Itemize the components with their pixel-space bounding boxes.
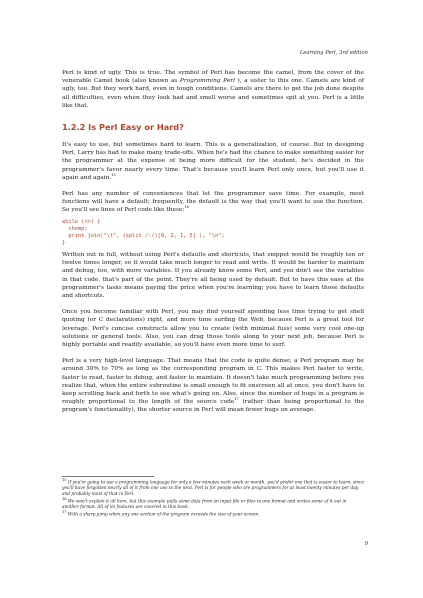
footnote-ref[interactable]: 17 [234, 397, 239, 402]
paragraph-text: Perl is kind of ugly. This is true. The symbol of Perl has become the camel, from the cover of the venerable Camel book (also known as [62, 70, 364, 85]
footnote-number: 16 [62, 497, 67, 502]
footnote-ref[interactable]: 15 [111, 172, 116, 177]
footnote-text: With a sharp jump when any one section of the program exceeds the size of your screen. [66, 512, 260, 518]
paragraph-text: (rather than being proportional to the program's functionality), the shorter source in Perl will mean fewer bugs on average. [62, 399, 364, 414]
footnote-number: 15 [62, 478, 67, 482]
footnote-ref[interactable]: 16 [184, 205, 189, 210]
paragraph-familiar [62, 308, 364, 349]
paragraph-easy-to-use [62, 141, 364, 182]
footnote-divider [62, 476, 154, 477]
paragraph-text: It's easy to use, but sometimes hard to learn. This is a generalization, of course. But in designing Perl, Larry has had to make many trade-offs. When he's had the chance to make something easier for the programmer at the expense of being more difficult for the student, he's decided in the programmer's favor nearly every time. That's because you'll learn Perl only once, but you'll use it again and again. [62, 142, 364, 181]
paragraph-perl-is-ugly [62, 69, 364, 110]
code-snippet: while (<>) { chomp; print join("\t", (split /:/)[0, 2, 1, 5] ), "\n"; } [62, 218, 225, 246]
page-number: 9 [364, 541, 368, 547]
section-title: Is Perl Easy or Hard? [88, 122, 184, 133]
paragraph-high-level [62, 357, 364, 414]
footnote-text: We won't explain it all here, but this example pulls some data from an input file or files in one format and writes some of it out in another format. All of its features are covered in this book. [62, 499, 347, 511]
main-text [62, 69, 364, 423]
section-number: 1.2.2 [62, 122, 86, 133]
footnote [62, 512, 364, 518]
paragraph-text: Written out in full, without using Perl's defaults and shortcuts, that snippet would be roughly ten or twelve times longer, so it would take much longer to read and write. It would be harder to maintain and debug, too, with more variables. If you already know some Perl, and you don't see the variables in that code, that's part of the point. They're all being used by default. But to have this ease at the programmer's tasks means paying the price when you're learning; you have to learn those defaults and shortcuts. [62, 252, 364, 300]
paragraph-text: Once you become familiar with Perl, you may find yourself spending less time trying to get shell quoting (or C declarations) right, and more time surfing the Web, because Perl is a great tool for leverage. Perl's concise constructs allow you to create (with minimal fuss) some very cool one-up solutions or general tools. Also, you can drag those tools along to your next job, because Perl is highly portable and readily available, so you'll have even more time to surf. [62, 309, 364, 349]
paragraph-conveniences [62, 190, 364, 215]
paragraph-written-out [62, 251, 364, 300]
paragraph-text: Perl has any number of conveniences that let the programmer save time. For example, most functions will have a default; frequently, the default is the way that you'll want to use the function. So you'll see lines of Perl code like these: [62, 191, 364, 214]
footnote [62, 480, 364, 498]
book-title-emphasis: Programming Perl [179, 78, 235, 85]
footnote [62, 499, 364, 511]
footnote-number: 17 [62, 510, 67, 515]
paragraph-text: Perl is a very high-level language. That means that the code is quite dense; a Perl program may be around 30% to 70% as long as the corresponding program in C. This makes Perl faster to write, faster to read, faster to debug, and faster to maintain. It doesn't take much programming before you realize that, when the entire subroutine is small enough to fit onscreen all at once, you don't have to keep scrolling back and forth to see what's going on. Also, since the number of bugs in a program is roughly proportional to the length of the source code [62, 358, 364, 406]
footnotes [62, 480, 364, 520]
section-heading [62, 122, 364, 132]
paragraph-text: ), a sister to this one. Camels are kind of ugly, too. But they work hard, even in tough conditions. Camels are there to get the job done despite all difficulties, even when they look bad and smell worse and sometimes spit at you. Perl is a little like that. [62, 78, 364, 109]
running-header: Learning Perl, 3rd edition [299, 50, 368, 56]
footnote-text: If you're going to use a programming language for only a few minutes each week or month, you'd prefer one that is easier to learn, since you'll have forgotten nearly all of it from one use to the next. Perl is for people who are programmers for at least twenty minutes per day, and probably most of that in Perl. [62, 480, 365, 498]
